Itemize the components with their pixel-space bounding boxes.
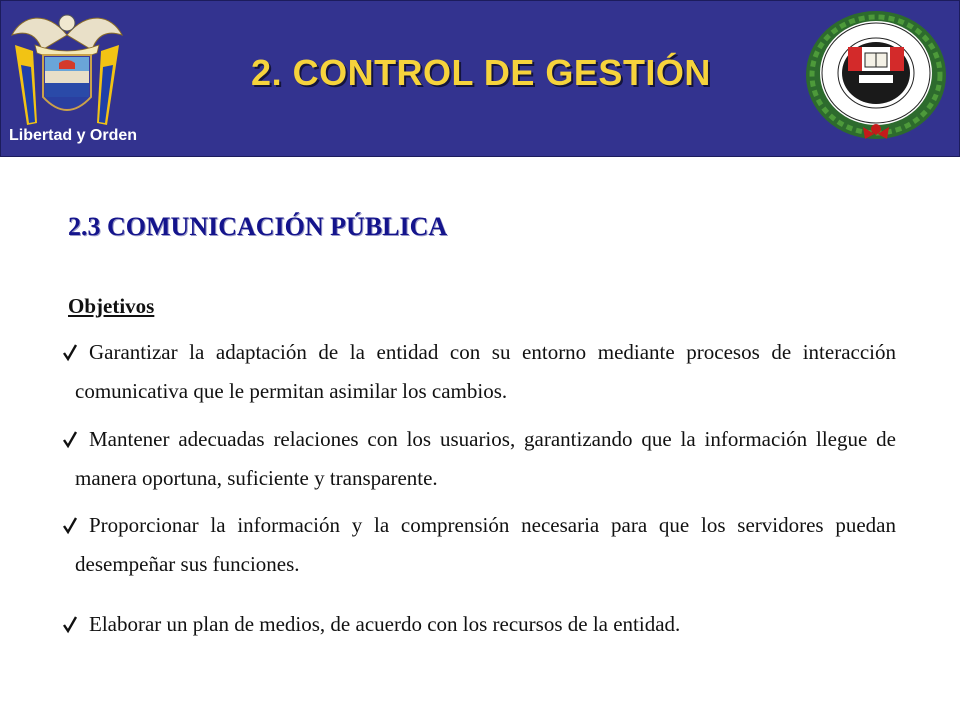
list-item xyxy=(62,506,896,584)
list-item-text: Mantener adecuadas relaciones con los usuarios, garantizando que la información llegue de manera oportuna, suficiente y transparente. xyxy=(75,427,896,490)
list-item xyxy=(62,605,896,644)
list-item-text: Proporcionar la información y la comprensión necesaria para que los servidores puedan desempeñar sus funciones. xyxy=(75,513,896,576)
objectives-heading: Objetivos xyxy=(68,294,155,318)
page-title: 2. CONTROL DE GESTIÓN xyxy=(251,52,711,93)
inpec-seal-icon xyxy=(801,7,951,149)
list-item-text: Garantizar la adaptación de la entidad con su entorno mediante procesos de interacción comunicativa que le permitan asimilar los cambios. xyxy=(75,340,896,403)
checkmark-icon xyxy=(62,420,78,459)
section-title: 2.3 COMUNICACIÓN PÚBLICA xyxy=(68,212,448,241)
list-item-text: Elaborar un plan de medios, de acuerdo con los recursos de la entidad. xyxy=(89,612,681,636)
list-item xyxy=(62,420,896,498)
list-item xyxy=(62,333,896,411)
checkmark-icon xyxy=(62,506,78,545)
motto-text: Libertad y Orden xyxy=(9,127,138,144)
header-banner xyxy=(0,0,960,157)
checkmark-icon xyxy=(62,605,78,644)
checkmark-icon xyxy=(62,333,78,372)
